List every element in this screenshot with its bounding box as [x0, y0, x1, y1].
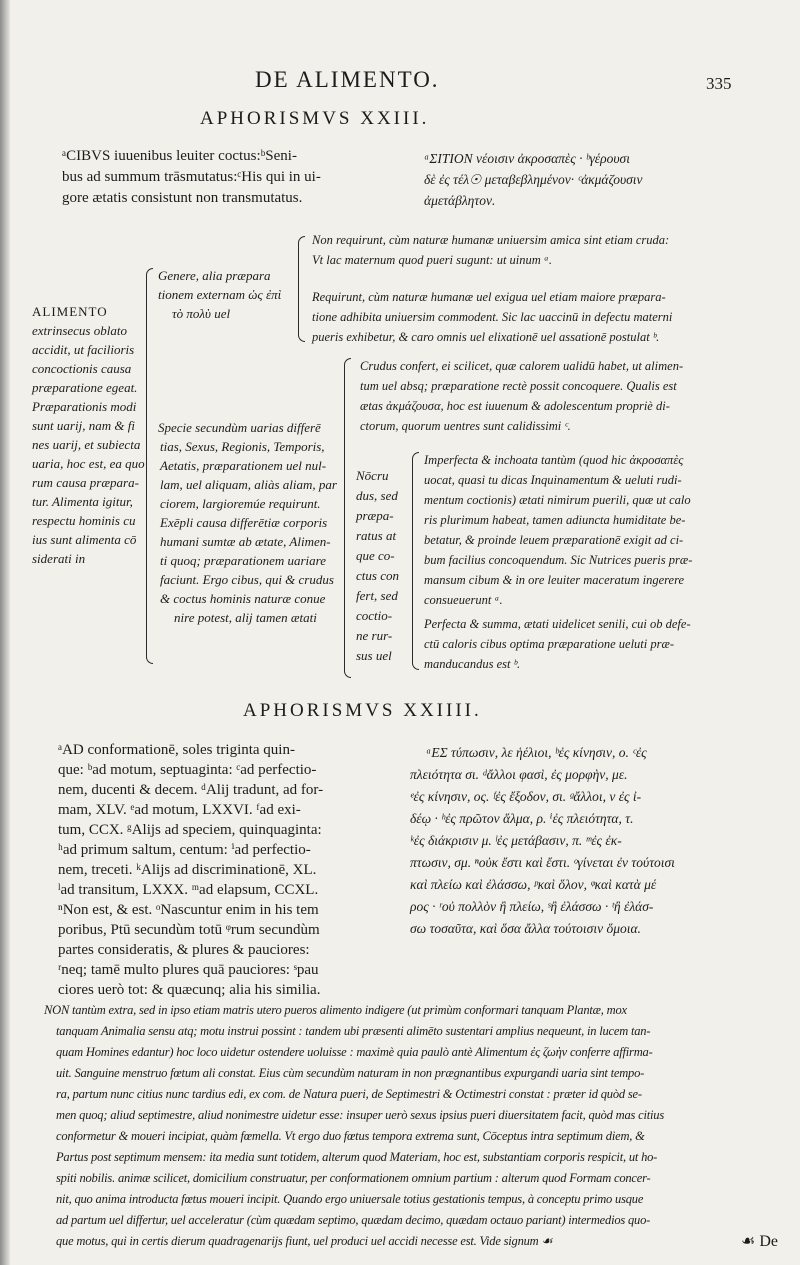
root-line: tur. Alimenta igitur,	[32, 494, 133, 509]
main-brace	[146, 268, 153, 664]
perfecta-line: Perfecta & summa, ætati uidelicet senili, cui ob defe-	[424, 617, 691, 631]
noncrudus-line: sus uel	[356, 648, 392, 663]
requirunt-line: pueris exhibetur, & caro omnis uel elixationē uel assationē postulat ᵇ.	[312, 330, 660, 344]
root-line: concoctionis causa	[32, 361, 132, 376]
aphorism-24-title: APHORISMVS XXIIII.	[243, 700, 482, 721]
greek-line: καὶ πλείω καὶ ἐλάσσω, ᵖκαὶ ὅλον, ᵠκαὶ κατὰ μέ	[410, 877, 657, 892]
greek-line: ᵃΣΙΤΙΟΝ νέοισιν ἀκροσαπὲς · ᵇγέρουσι	[424, 151, 630, 166]
root-line: respectu hominis cu	[32, 513, 136, 528]
greek-line: ᵏἐς διάκρισιν μ. ˡἐς μετάβασιν, π. ᵐἐς ἐκ-	[410, 833, 622, 848]
page-gutter-shadow	[0, 0, 10, 1265]
root-line: uaria, hoc est, ea quo	[32, 456, 145, 471]
specie-line: humani sumtæ ab ætate, Alimen-	[160, 534, 331, 549]
root-line: ALIMENTO	[32, 304, 108, 319]
latin-line: que: ᵇad motum, septuaginta: ᶜad perfectio-	[58, 762, 317, 778]
greek-line: σω τοσαῦτα, καὶ ὅσα ἄλλα τούτοισιν ὅμοια.	[410, 921, 641, 936]
imperfecta-line: mentum coctionis) ætati nimirum puerili, quæ ut calo	[424, 493, 691, 507]
latin-line: ciores uerò tot: & quæcunq; alia his similia.	[58, 982, 321, 998]
latin-line: ⁿNon est, & est. ᵒNascuntur enim in his tem	[58, 902, 319, 918]
commentary-line: Partus post septimum mensem: ita media sunt totidem, alterum quod Materiam, hoc est, substantiam corporis respicit, ut ho-	[56, 1150, 658, 1164]
greek-line: πλειότητα σι. ᵈἄλλοι φασὶ, ἐς μορφὴν, με.	[410, 767, 628, 782]
specie-line: Specie secundùm uarias differē	[158, 420, 321, 435]
crudus-line: tum uel absq; præparatione rectè possit concoquere. Qualis est	[360, 379, 677, 393]
noncrudus-line: coctio-	[356, 608, 393, 623]
crudus-line: ctorum, quorum uentres sunt calidissimi ᶜ.	[360, 419, 571, 433]
greek-line: δὲ ἐς τέλ☉ μεταβεβλημένον· ᶜἀκμάζουσιν	[424, 172, 643, 187]
requirunt-line: tione adhibita uniuersim commodent. Sic lac uaccinū in defectu materni	[312, 310, 673, 324]
noncrudus-line: Nōcru	[356, 468, 389, 483]
commentary-line: uit. Sanguine menstruo fœtum ali constat. Eius cùm secundùm naturam in non prægnantibus expurgandi uaria sint tempo-	[56, 1066, 645, 1080]
imperfecta-line: mansum cibum & in ore leuiter maceratum ingerere	[424, 573, 685, 587]
root-line: rum causa præpara-	[32, 475, 139, 490]
greek-line: ἀμετάβλητον.	[424, 193, 496, 208]
commentary-line: nit, quo anima introducta fœtus moueri incipit. Quando ergo uniuersale totius gestationis tempus, à conceptu primo usque	[56, 1192, 644, 1206]
commentary-line: men quoq; aliud septimestre, aliud nonimestre uidetur esse: insuper uerò sexus ipsius pueri diuersitatem facit, quòd mas citius	[56, 1108, 664, 1122]
noncrudus-line: que co-	[356, 548, 395, 563]
specie-line: Exēpli causa differētiæ corporis	[160, 515, 328, 530]
genere-brace	[298, 236, 305, 342]
coctio-brace	[412, 452, 419, 670]
noncrudus-line: fert, sed	[356, 588, 398, 603]
latin-line: nem, ducenti & decem. ᵈAlij tradunt, ad for-	[58, 782, 324, 798]
greek-line: πτωσιν, σμ. ⁿοὐκ ἔστι καὶ ἔστι. ᵒγίνεται ἐν τούτοισι	[410, 855, 675, 870]
aphorism-23-title: APHORISMVS XXIII.	[200, 108, 430, 129]
noncrudus-line: ratus at	[356, 528, 397, 543]
greek-line: ρος · ʳοὐ πολλὸν ἢ πλείω, ˢἢ ἐλάσσω · ᵗἢ ἐλάσ-	[410, 899, 654, 914]
latin-line: poribus, Ptū secundùm totū ᵠrum secundùm	[58, 922, 320, 938]
crudus-line: ætas ἀκμάζουσα, hoc est iuuenum & adolescentum propriè di-	[360, 399, 670, 413]
latin-line: ˡad transitum, LXXX. ᵐad elapsum, CCXL.	[58, 882, 319, 898]
latin-line: ʰad primum saltum, centum: ⁱad perfectio-	[58, 842, 311, 858]
root-line: nes uarij, et subiecta	[32, 437, 141, 452]
specie-line: & coctus hominis naturæ conue	[160, 591, 326, 606]
specie-line: ciorem, largioremúe requirunt.	[160, 496, 321, 511]
root-line: siderati in	[32, 551, 86, 566]
specie-line: Aetatis, præparationem uel nul-	[160, 458, 327, 473]
root-line: extrinsecus oblato	[32, 323, 127, 338]
commentary-line: tanquam Animalia sensu atq; motu instrui possint : tandem ubi præsenti alimēto sustentari amplius nequeunt, in lucem tan-	[56, 1024, 651, 1038]
genere-line: τὸ πολὺ uel	[172, 306, 231, 321]
latin-line: nem, treceti. ᵏAlijs ad discriminationē, XL.	[58, 862, 317, 878]
latin-line: gore ætatis consistunt non transmutatus.	[62, 190, 303, 206]
commentary-line: spiti nobilis. animæ scilicet, domicilium construatur, per conformationem omnium partium : alterum quod Formam concer-	[56, 1171, 651, 1185]
imperfecta-line: consueuerunt ᵃ.	[424, 593, 503, 607]
crudus-line: Crudus confert, ei scilicet, quæ calorem ualidū habet, ut alimen-	[360, 359, 684, 373]
noncrudus-line: præpa-	[356, 508, 394, 523]
greek-line: ᵃΕΣ τύπωσιν, λε ἡέλιοι, ᵇἐς κίνησιν, ο. ᶜἐς	[426, 745, 647, 760]
perfecta-line: manducandus est ᵇ.	[424, 657, 521, 671]
root-line: Præparationis modi	[32, 399, 137, 414]
specie-line: ti quoq; præparationem uariare	[160, 553, 326, 568]
latin-line: ᵃAD conformationē, soles triginta quin-	[58, 742, 295, 758]
root-line: accidit, ut facilioris	[32, 342, 135, 357]
greek-line: ᵉἐς κίνησιν, ος. ᶠἐς ἔξοδον, σι. ᵍἄλλοι, ν ἐς ἰ-	[410, 789, 642, 804]
imperfecta-line: Imperfecta & inchoata tantùm (quod hic ἀκροσαπὲς	[424, 453, 684, 467]
commentary-line: ad partum uel differtur, uel acceleratur (cùm quædam septimo, quædam decimo, quædam octauo pariant) intermedios quo-	[56, 1213, 651, 1227]
non-requirunt-line: Non requirunt, cùm naturæ humanæ uniuersim amica sint etiam cruda:	[312, 233, 670, 247]
latin-line: mam, XLV. ᵉad motum, LXXVI. ᶠad exi-	[58, 802, 301, 818]
perfecta-line: ctū caloris cibus optima præparatione ueluti præ-	[424, 637, 674, 651]
latin-line: ᵃCIBVS iuuenibus leuiter coctus:ᵇSeni-	[62, 148, 297, 164]
commentary-line: que motus, qui in certis dierum quadragenarijs fiunt, uel produci uel accidi necesse est. Vide signum ☙	[56, 1234, 553, 1248]
non-requirunt-line: Vt lac maternum quod pueri sugunt: ut uinum ᵃ.	[312, 253, 553, 267]
genere-line: tionem externam ὡς ἐπὶ	[158, 287, 282, 302]
root-line: ius sunt alimenta cō	[32, 532, 137, 547]
specie-brace	[344, 358, 351, 678]
commentary-line: ra, partum nunc citius nunc tardius edi, ex com. de Natura pueri, de Septimestri & Octimestri constat : præter id quòd se-	[56, 1087, 642, 1101]
root-line: sunt uarij, nam & fi	[32, 418, 135, 433]
imperfecta-line: ris plurimum habeat, tamen adiuncta humiditate be-	[424, 513, 686, 527]
requirunt-line: Requirunt, cùm naturæ humanæ uel exigua uel etiam maiore præpara-	[312, 290, 666, 304]
catchword: ☙ De	[741, 1233, 778, 1250]
latin-line: tum, CCX. ᵍAlijs ad speciem, quinquaginta:	[58, 822, 322, 838]
imperfecta-line: bum facilius concoquendum. Sic Nutrices pueris præ-	[424, 553, 693, 567]
specie-line: faciunt. Ergo cibus, qui & crudus	[160, 572, 334, 587]
noncrudus-line: dus, sed	[356, 488, 398, 503]
specie-line: tias, Sexus, Regionis, Temporis,	[160, 439, 325, 454]
imperfecta-line: betatur, & proinde leuem præparationē exigit ad ci-	[424, 533, 684, 547]
imperfecta-line: uocat, quasi tu dicas Inquinamentum & ueluti rudi-	[424, 473, 682, 487]
noncrudus-line: ctus con	[356, 568, 399, 583]
specie-line: nire potest, alij tamen ætati	[174, 610, 317, 625]
latin-line: bus ad summum trāsmutatus:ᶜHis qui in ui-	[62, 169, 321, 185]
commentary-line: conformetur & moueri incipiat, quàm fœmella. Vt ergo duo fœtus tempora extrema sunt, Cōceptus intra septimum diem, &	[56, 1129, 645, 1143]
greek-line: δέῳ · ʰἐς πρῶτον ἅλμα, ρ. ⁱἐς πλειότητα, τ.	[410, 811, 634, 826]
noncrudus-line: ne rur-	[356, 628, 393, 643]
latin-line: ʳneq; tamē multo plures quā pauciores: ˢpau	[58, 962, 319, 978]
commentary-line: NON tantùm extra, sed in ipso etiam matris utero pueros alimento indigere (ut primùm conformari tanquam Plantæ, mox	[44, 1003, 627, 1017]
running-header-title: DE ALIMENTO.	[255, 67, 440, 92]
page-number: 335	[706, 74, 732, 93]
genere-line: Genere, alia præpara	[158, 268, 271, 283]
commentary-line: quam Homines edantur) hoc loco uidetur ostendere uoluisse : maximè quia paulò antè Alimentum ἐς ζωὴν conferre affirma-	[56, 1045, 653, 1059]
latin-line: partes consideratis, & plures & pauciores:	[58, 942, 310, 958]
root-line: præparatione egeat.	[32, 380, 138, 395]
specie-line: lam, uel aliquam, aliàs aliam, par	[160, 477, 337, 492]
